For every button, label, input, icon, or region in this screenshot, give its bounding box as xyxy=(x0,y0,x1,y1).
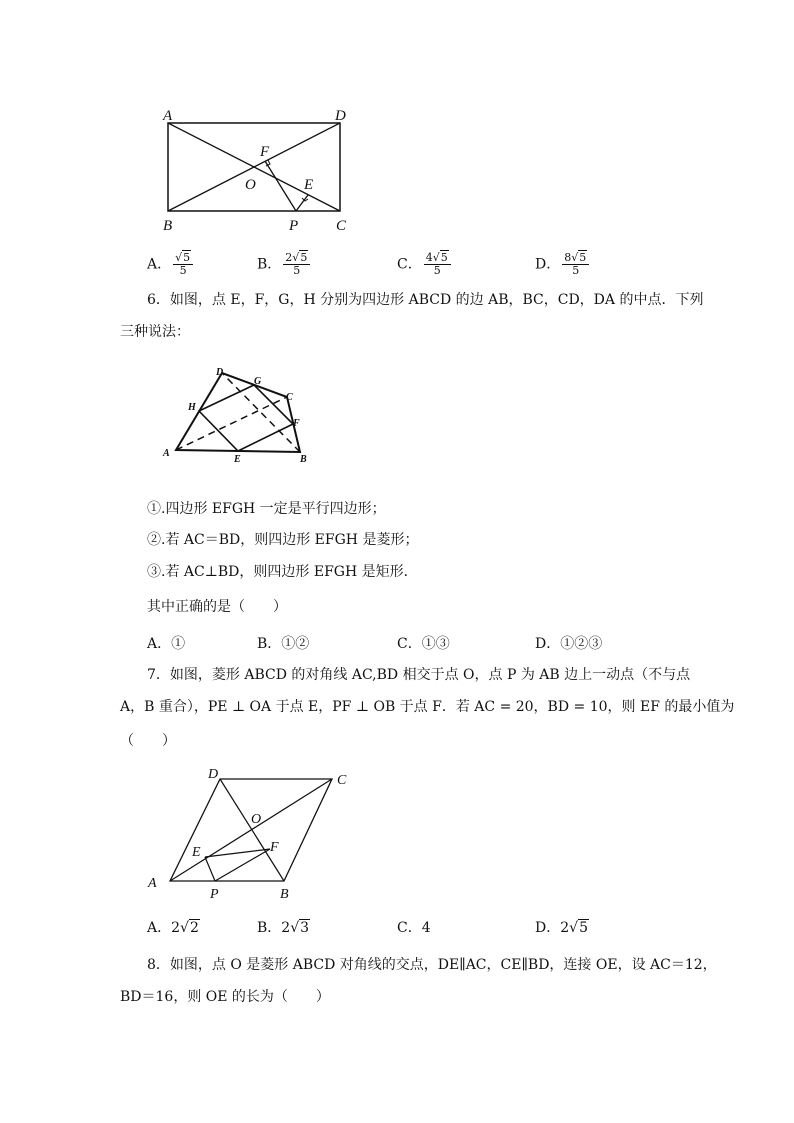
label-o: O xyxy=(251,812,262,827)
label-o: O xyxy=(245,177,256,193)
q6-option-c[interactable]: C．①③ xyxy=(397,636,450,652)
q7-option-a[interactable]: A．2√2 xyxy=(147,920,199,936)
q6-statement-1: ①.四边形 EFGH 一定是平行四边形； xyxy=(147,501,386,517)
q6-statement-3: ③.若 AC⊥BD，则四边形 EFGH 是矩形． xyxy=(147,564,418,580)
q8-stem-line1: 8．如图，点 O 是菱形 ABCD 对角线的交点，DE∥AC，CE∥BD，连接 OE，设 AC＝12， xyxy=(147,957,717,973)
rectangle-figure xyxy=(150,100,370,240)
label-d: D xyxy=(335,108,346,124)
q5-option-c[interactable]: C． $\frac{4√5}{5}$ xyxy=(397,252,451,277)
label-b: B xyxy=(300,454,307,465)
quadrilateral-figure xyxy=(150,362,320,472)
segment-pf xyxy=(215,849,270,881)
rhombus-figure xyxy=(140,760,370,905)
label-d: D xyxy=(208,767,219,782)
q7-stem-line3: （ ） xyxy=(120,733,176,749)
q6-statement-2: ②.若 AC＝BD，则四边形 EFGH 是菱形； xyxy=(147,532,419,548)
diagonal-bd xyxy=(220,779,284,881)
q7-option-b[interactable]: B．2√3 xyxy=(257,920,310,936)
q6-option-a[interactable]: A．① xyxy=(147,636,186,652)
q6-option-d[interactable]: D．①②③ xyxy=(535,636,603,652)
q6-option-b[interactable]: B．①② xyxy=(257,636,310,652)
label-c: C xyxy=(337,773,347,788)
q5-option-b[interactable]: B． $\frac{2√5}{5}$ xyxy=(257,252,310,277)
label-h: H xyxy=(188,402,196,413)
q6-ask: 其中正确的是（ ） xyxy=(147,599,287,615)
segment-pe xyxy=(296,195,308,211)
q8-stem-line2: BD＝16，则 OE 的长为（ ） xyxy=(120,989,330,1005)
label-e: E xyxy=(192,845,201,860)
segment-pe xyxy=(205,857,215,881)
label-d: D xyxy=(216,367,224,378)
q7-option-c[interactable]: C．4 xyxy=(397,920,431,936)
label-e: E xyxy=(304,177,314,193)
label-b: B xyxy=(280,887,289,902)
q5-option-a[interactable]: A． $\frac{√5}{5}$ xyxy=(147,252,193,277)
q7-option-d[interactable]: D．2√5 xyxy=(535,920,588,936)
label-f: F xyxy=(293,418,300,429)
q6-stem-line2: 三种说法： xyxy=(120,324,190,340)
label-g: G xyxy=(254,376,262,387)
q7-stem-line1: 7．如图，菱形 ABCD 的对角线 AC,BD 相交于点 O，点 P 为 AB 边上一动点（不与点 xyxy=(147,667,691,683)
label-e: E xyxy=(234,454,241,465)
label-p: P xyxy=(289,218,299,234)
label-c: C xyxy=(286,392,293,403)
label-f: F xyxy=(270,840,279,855)
label-p: P xyxy=(210,887,219,902)
label-a: A xyxy=(148,876,157,891)
q5-option-d[interactable]: D． $\frac{8√5}{5}$ xyxy=(535,252,589,277)
label-f: F xyxy=(260,144,270,160)
label-a: A xyxy=(163,108,173,124)
q7-stem-line2: A，B 重合），PE ⊥ OA 于点 E，PF ⊥ OB 于点 F．若 AC = 20，BD = 10，则 EF 的最小值为 xyxy=(120,699,735,715)
label-c: C xyxy=(336,218,347,234)
label-b: B xyxy=(163,218,173,234)
label-a: A xyxy=(163,448,170,459)
q6-stem-line1: 6．如图，点 E，F，G，H 分别为四边形 ABCD 的边 AB，BC，CD，DA 的中点．下列 xyxy=(147,292,704,308)
